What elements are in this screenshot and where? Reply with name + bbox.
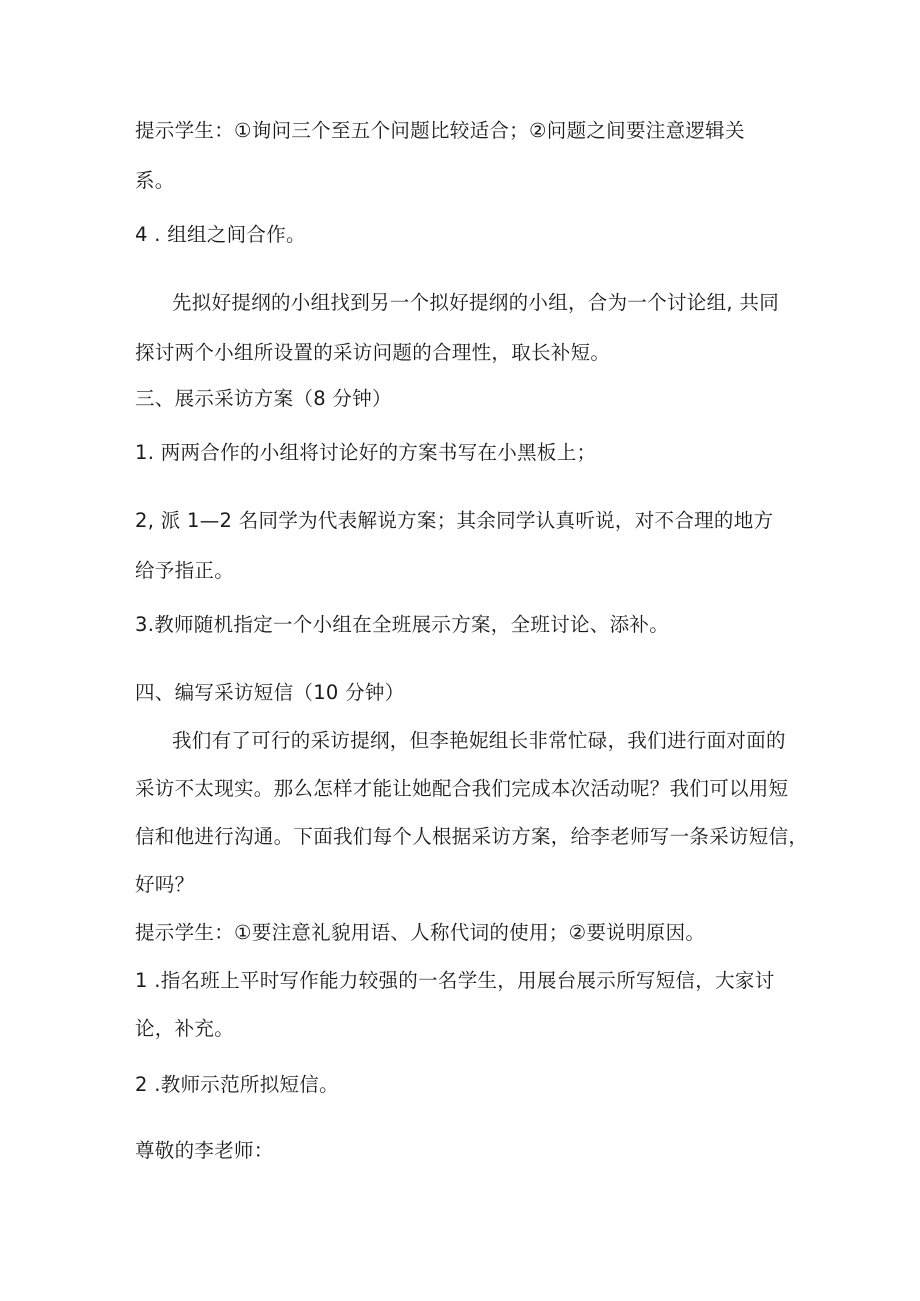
- hint-line-1-cont: 系。: [135, 169, 175, 192]
- paragraph-2-line-2: 采访不太现实。那么怎样才能让她配合我们完成本次活动呢？我们可以用短: [135, 777, 789, 800]
- paragraph-1-line-1: 先拟好提纲的小组找到另一个拟好提纲的小组，合为一个讨论组, 共同: [172, 291, 779, 314]
- section-4-heading: 四、编写采访短信（10 分钟）: [135, 681, 405, 704]
- salutation: 尊敬的李老师：: [135, 1139, 274, 1162]
- paragraph-2-line-1: 我们有了可行的采访提纲，但李艳妮组长非常忙碌，我们进行面对面的: [172, 729, 786, 752]
- hint-line-1: 提示学生：①询问三个至五个问题比较适合；②问题之间要注意逻辑关: [135, 119, 745, 142]
- section-3-item-1: 1. 两两合作的小组将讨论好的方案书写在小黑板上；: [135, 441, 597, 464]
- paragraph-2-line-4: 好吗？: [135, 873, 195, 896]
- paragraph-2-line-3: 信和他进行沟通。下面我们每个人根据采访方案，给李老师写一条采访短信，: [135, 825, 809, 848]
- section-3-item-3: 3.教师随机指定一个小组在全班展示方案，全班讨论、添补。: [135, 613, 670, 636]
- section-3-item-2-line-1: 2, 派 1—2 名同学为代表解说方案；其余同学认真听说，对不合理的地方: [135, 509, 774, 532]
- hint-line-2: 提示学生：①要注意礼貌用语、人称代词的使用；②要说明原因。: [135, 921, 706, 944]
- step-2: 2 .教师示范所拟短信。: [135, 1073, 339, 1096]
- paragraph-1-line-2: 探讨两个小组所设置的采访问题的合理性，取长补短。: [135, 341, 611, 364]
- step-4-heading: 4 . 组组之间合作。: [135, 223, 306, 246]
- section-3-heading: 三、展示采访方案（8 分钟）: [135, 387, 392, 410]
- section-3-item-2-line-2: 给予指正。: [135, 559, 235, 582]
- step-1-line-1: 1 .指名班上平时写作能力较强的一名学生，用展台展示所写短信，大家讨: [135, 969, 775, 992]
- step-1-line-2: 论，补充。: [135, 1017, 235, 1040]
